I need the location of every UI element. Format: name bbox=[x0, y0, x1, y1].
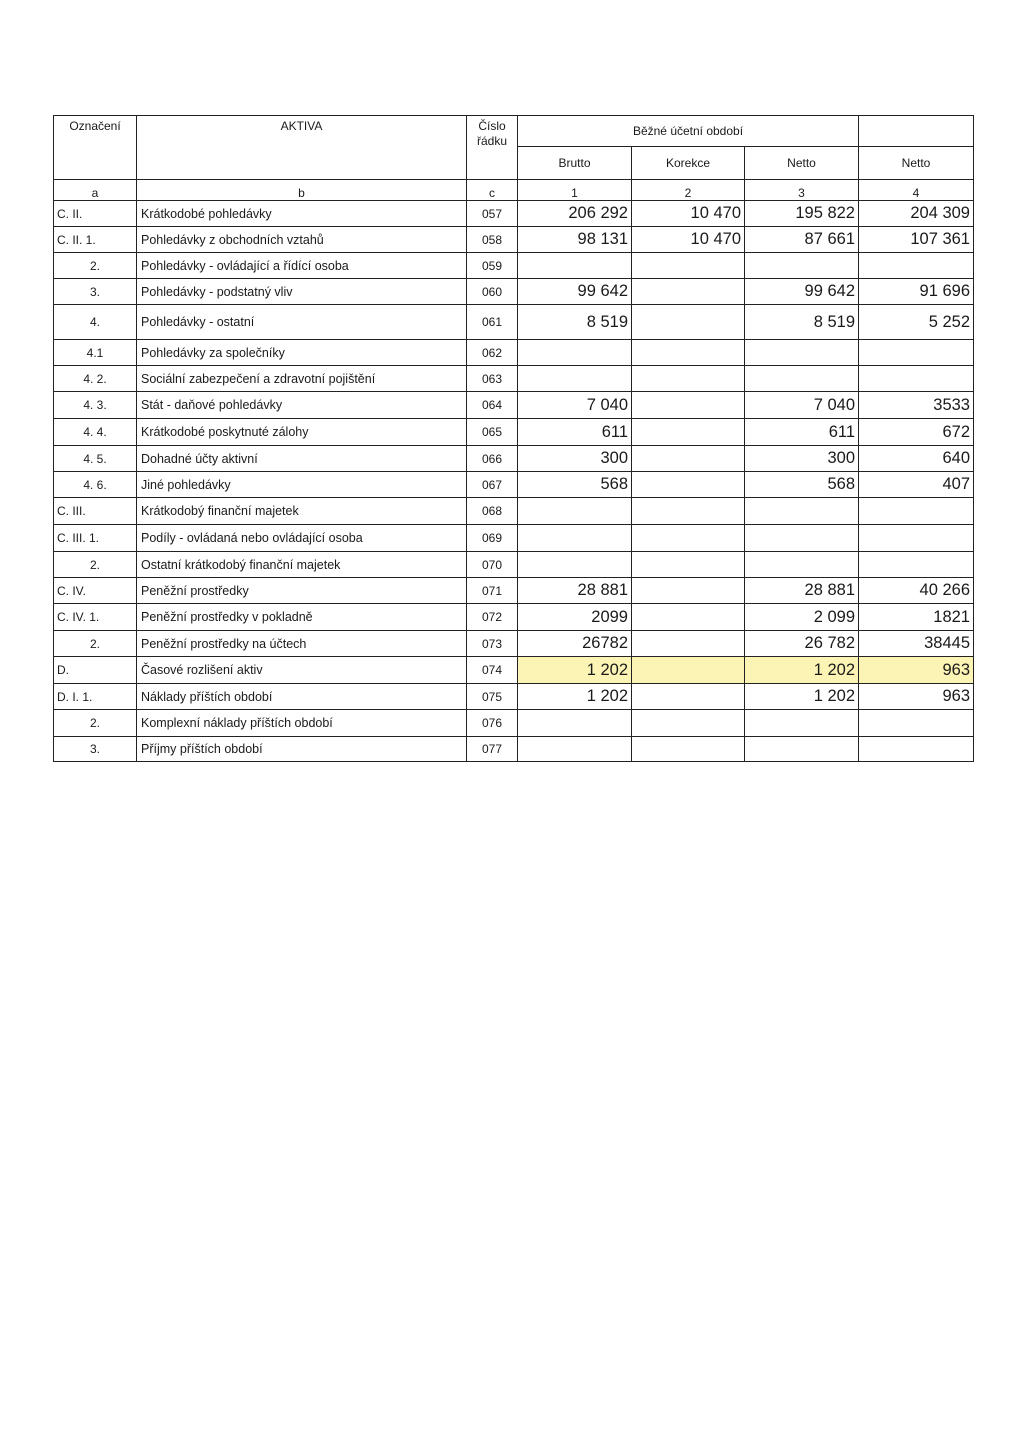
row-netto: 300 bbox=[745, 446, 859, 472]
row-code: 2. bbox=[54, 631, 137, 657]
header-netto-prev: Netto bbox=[859, 147, 974, 180]
row-code: C. IV. 1. bbox=[54, 604, 137, 631]
row-netto-prev bbox=[859, 340, 974, 366]
table-row bbox=[54, 340, 974, 366]
row-number: 060 bbox=[467, 279, 518, 305]
row-code: C. III. bbox=[54, 498, 137, 525]
index-4: 4 bbox=[859, 180, 974, 201]
row-brutto bbox=[518, 340, 632, 366]
table-row bbox=[54, 279, 974, 305]
row-brutto bbox=[518, 525, 632, 552]
row-brutto bbox=[518, 737, 632, 762]
row-label: Pohledávky - ostatní bbox=[137, 305, 467, 340]
row-netto-prev bbox=[859, 710, 974, 737]
row-brutto: 98 131 bbox=[518, 227, 632, 253]
row-netto bbox=[745, 525, 859, 552]
header-period: Běžné účetní období bbox=[518, 116, 859, 147]
table-row bbox=[54, 552, 974, 578]
row-korekce bbox=[632, 684, 745, 710]
row-netto bbox=[745, 737, 859, 762]
table-row bbox=[54, 525, 974, 552]
table-row bbox=[54, 631, 974, 657]
row-label: Pohledávky - ovládající a řídící osoba bbox=[137, 253, 467, 279]
row-code: 3. bbox=[54, 279, 137, 305]
row-number: 062 bbox=[467, 340, 518, 366]
row-number: 076 bbox=[467, 710, 518, 737]
row-netto: 8 519 bbox=[745, 305, 859, 340]
row-korekce bbox=[632, 525, 745, 552]
header-cislo-line1: Číslo bbox=[478, 119, 506, 133]
row-number: 075 bbox=[467, 684, 518, 710]
table-row bbox=[54, 498, 974, 525]
row-korekce bbox=[632, 578, 745, 604]
index-c: c bbox=[467, 180, 518, 201]
index-2: 2 bbox=[632, 180, 745, 201]
row-number: 072 bbox=[467, 604, 518, 631]
row-netto-prev: 640 bbox=[859, 446, 974, 472]
row-netto-prev bbox=[859, 498, 974, 525]
row-netto-prev: 3533 bbox=[859, 392, 974, 419]
row-label: Sociální zabezpečení a zdravotní pojištění bbox=[137, 366, 467, 392]
row-netto bbox=[745, 366, 859, 392]
row-label: Příjmy příštích období bbox=[137, 737, 467, 762]
row-label: Ostatní krátkodobý finanční majetek bbox=[137, 552, 467, 578]
header-brutto: Brutto bbox=[518, 147, 632, 180]
header-netto: Netto bbox=[745, 147, 859, 180]
row-korekce bbox=[632, 279, 745, 305]
table-row bbox=[54, 657, 974, 684]
row-code: 4. bbox=[54, 305, 137, 340]
row-korekce bbox=[632, 305, 745, 340]
row-netto: 26 782 bbox=[745, 631, 859, 657]
row-brutto bbox=[518, 498, 632, 525]
table-body bbox=[54, 201, 974, 762]
row-netto bbox=[745, 498, 859, 525]
row-korekce bbox=[632, 340, 745, 366]
row-number: 070 bbox=[467, 552, 518, 578]
row-number: 068 bbox=[467, 498, 518, 525]
row-netto: 2 099 bbox=[745, 604, 859, 631]
table-row bbox=[54, 201, 974, 227]
row-code: 4. 5. bbox=[54, 446, 137, 472]
row-brutto: 1 202 bbox=[518, 657, 632, 684]
row-label: Náklady příštích období bbox=[137, 684, 467, 710]
row-netto: 195 822 bbox=[745, 201, 859, 227]
index-3: 3 bbox=[745, 180, 859, 201]
row-code: 3. bbox=[54, 737, 137, 762]
row-code: 2. bbox=[54, 253, 137, 279]
table-row bbox=[54, 604, 974, 631]
index-1: 1 bbox=[518, 180, 632, 201]
row-netto: 87 661 bbox=[745, 227, 859, 253]
row-label: Pohledávky za společníky bbox=[137, 340, 467, 366]
table-row bbox=[54, 419, 974, 446]
row-brutto: 28 881 bbox=[518, 578, 632, 604]
row-netto: 7 040 bbox=[745, 392, 859, 419]
row-brutto bbox=[518, 366, 632, 392]
row-netto: 568 bbox=[745, 472, 859, 498]
row-korekce bbox=[632, 366, 745, 392]
row-number: 067 bbox=[467, 472, 518, 498]
row-netto-prev: 38445 bbox=[859, 631, 974, 657]
row-brutto: 8 519 bbox=[518, 305, 632, 340]
row-number: 059 bbox=[467, 253, 518, 279]
row-label: Podíly - ovládaná nebo ovládající osoba bbox=[137, 525, 467, 552]
row-korekce bbox=[632, 419, 745, 446]
table-row bbox=[54, 392, 974, 419]
header-index-row bbox=[54, 180, 974, 201]
row-korekce bbox=[632, 710, 745, 737]
row-code: 2. bbox=[54, 710, 137, 737]
header-korekce: Korekce bbox=[632, 147, 745, 180]
row-brutto bbox=[518, 552, 632, 578]
row-netto bbox=[745, 552, 859, 578]
row-code: C. II. bbox=[54, 201, 137, 227]
row-korekce: 10 470 bbox=[632, 227, 745, 253]
row-label: Dohadné účty aktivní bbox=[137, 446, 467, 472]
row-label: Krátkodobé poskytnuté zálohy bbox=[137, 419, 467, 446]
row-label: Krátkodobé pohledávky bbox=[137, 201, 467, 227]
row-number: 077 bbox=[467, 737, 518, 762]
row-number: 058 bbox=[467, 227, 518, 253]
row-netto: 99 642 bbox=[745, 279, 859, 305]
row-netto bbox=[745, 710, 859, 737]
row-brutto: 26782 bbox=[518, 631, 632, 657]
header-cislo-line2: řádku bbox=[476, 134, 508, 148]
row-netto bbox=[745, 340, 859, 366]
row-netto: 611 bbox=[745, 419, 859, 446]
row-number: 074 bbox=[467, 657, 518, 684]
index-b: b bbox=[137, 180, 467, 201]
row-netto-prev bbox=[859, 737, 974, 762]
row-netto-prev bbox=[859, 552, 974, 578]
row-korekce bbox=[632, 446, 745, 472]
row-label: Komplexní náklady příštích období bbox=[137, 710, 467, 737]
table-row bbox=[54, 253, 974, 279]
row-number: 073 bbox=[467, 631, 518, 657]
table-row bbox=[54, 737, 974, 762]
table-row bbox=[54, 710, 974, 737]
row-netto-prev: 204 309 bbox=[859, 201, 974, 227]
table-row bbox=[54, 684, 974, 710]
row-label: Peněžní prostředky bbox=[137, 578, 467, 604]
row-netto: 28 881 bbox=[745, 578, 859, 604]
row-korekce bbox=[632, 552, 745, 578]
row-label: Jiné pohledávky bbox=[137, 472, 467, 498]
row-netto-prev: 963 bbox=[859, 684, 974, 710]
row-netto-prev bbox=[859, 253, 974, 279]
row-code: C. II. 1. bbox=[54, 227, 137, 253]
row-brutto: 206 292 bbox=[518, 201, 632, 227]
row-brutto: 300 bbox=[518, 446, 632, 472]
row-number: 064 bbox=[467, 392, 518, 419]
row-code: 4. 2. bbox=[54, 366, 137, 392]
row-korekce bbox=[632, 392, 745, 419]
row-brutto: 2099 bbox=[518, 604, 632, 631]
row-netto-prev bbox=[859, 525, 974, 552]
row-code: 4.1 bbox=[54, 340, 137, 366]
row-number: 066 bbox=[467, 446, 518, 472]
row-label: Pohledávky z obchodních vztahů bbox=[137, 227, 467, 253]
row-code: 2. bbox=[54, 552, 137, 578]
index-a: a bbox=[54, 180, 137, 201]
row-brutto: 611 bbox=[518, 419, 632, 446]
row-label: Časové rozlišení aktiv bbox=[137, 657, 467, 684]
table-row bbox=[54, 227, 974, 253]
row-netto-prev: 5 252 bbox=[859, 305, 974, 340]
row-code: D. bbox=[54, 657, 137, 684]
row-netto-prev: 963 bbox=[859, 657, 974, 684]
row-brutto: 99 642 bbox=[518, 279, 632, 305]
row-code: 4. 6. bbox=[54, 472, 137, 498]
row-netto-prev: 672 bbox=[859, 419, 974, 446]
row-korekce: 10 470 bbox=[632, 201, 745, 227]
table-row bbox=[54, 305, 974, 340]
row-korekce bbox=[632, 737, 745, 762]
table-row bbox=[54, 366, 974, 392]
row-number: 061 bbox=[467, 305, 518, 340]
row-label: Peněžní prostředky na účtech bbox=[137, 631, 467, 657]
row-code: C. III. 1. bbox=[54, 525, 137, 552]
header-aktiva: AKTIVA bbox=[137, 116, 467, 180]
row-brutto bbox=[518, 253, 632, 279]
header-row-1 bbox=[54, 116, 974, 147]
row-brutto: 1 202 bbox=[518, 684, 632, 710]
row-label: Pohledávky - podstatný vliv bbox=[137, 279, 467, 305]
row-code: D. I. 1. bbox=[54, 684, 137, 710]
row-code: C. IV. bbox=[54, 578, 137, 604]
row-brutto: 568 bbox=[518, 472, 632, 498]
row-netto: 1 202 bbox=[745, 657, 859, 684]
row-netto-prev bbox=[859, 366, 974, 392]
row-netto-prev: 107 361 bbox=[859, 227, 974, 253]
row-netto bbox=[745, 253, 859, 279]
row-number: 057 bbox=[467, 201, 518, 227]
row-korekce bbox=[632, 631, 745, 657]
header-cislo-radku bbox=[467, 116, 518, 180]
row-netto: 1 202 bbox=[745, 684, 859, 710]
table-row bbox=[54, 472, 974, 498]
row-brutto bbox=[518, 710, 632, 737]
row-netto-prev: 91 696 bbox=[859, 279, 974, 305]
row-number: 065 bbox=[467, 419, 518, 446]
row-korekce bbox=[632, 498, 745, 525]
row-number: 063 bbox=[467, 366, 518, 392]
row-number: 071 bbox=[467, 578, 518, 604]
row-code: 4. 3. bbox=[54, 392, 137, 419]
row-label: Peněžní prostředky v pokladně bbox=[137, 604, 467, 631]
row-korekce bbox=[632, 657, 745, 684]
row-korekce bbox=[632, 472, 745, 498]
row-korekce bbox=[632, 253, 745, 279]
row-code: 4. 4. bbox=[54, 419, 137, 446]
header-prev-period bbox=[859, 116, 974, 147]
row-korekce bbox=[632, 604, 745, 631]
table-row bbox=[54, 446, 974, 472]
row-number: 069 bbox=[467, 525, 518, 552]
header-oznaceni: Označení bbox=[54, 116, 137, 180]
row-netto-prev: 40 266 bbox=[859, 578, 974, 604]
row-brutto: 7 040 bbox=[518, 392, 632, 419]
row-netto-prev: 407 bbox=[859, 472, 974, 498]
row-label: Stát - daňové pohledávky bbox=[137, 392, 467, 419]
row-label: Krátkodobý finanční majetek bbox=[137, 498, 467, 525]
row-netto-prev: 1821 bbox=[859, 604, 974, 631]
table-row bbox=[54, 578, 974, 604]
balance-sheet-table bbox=[53, 115, 974, 762]
